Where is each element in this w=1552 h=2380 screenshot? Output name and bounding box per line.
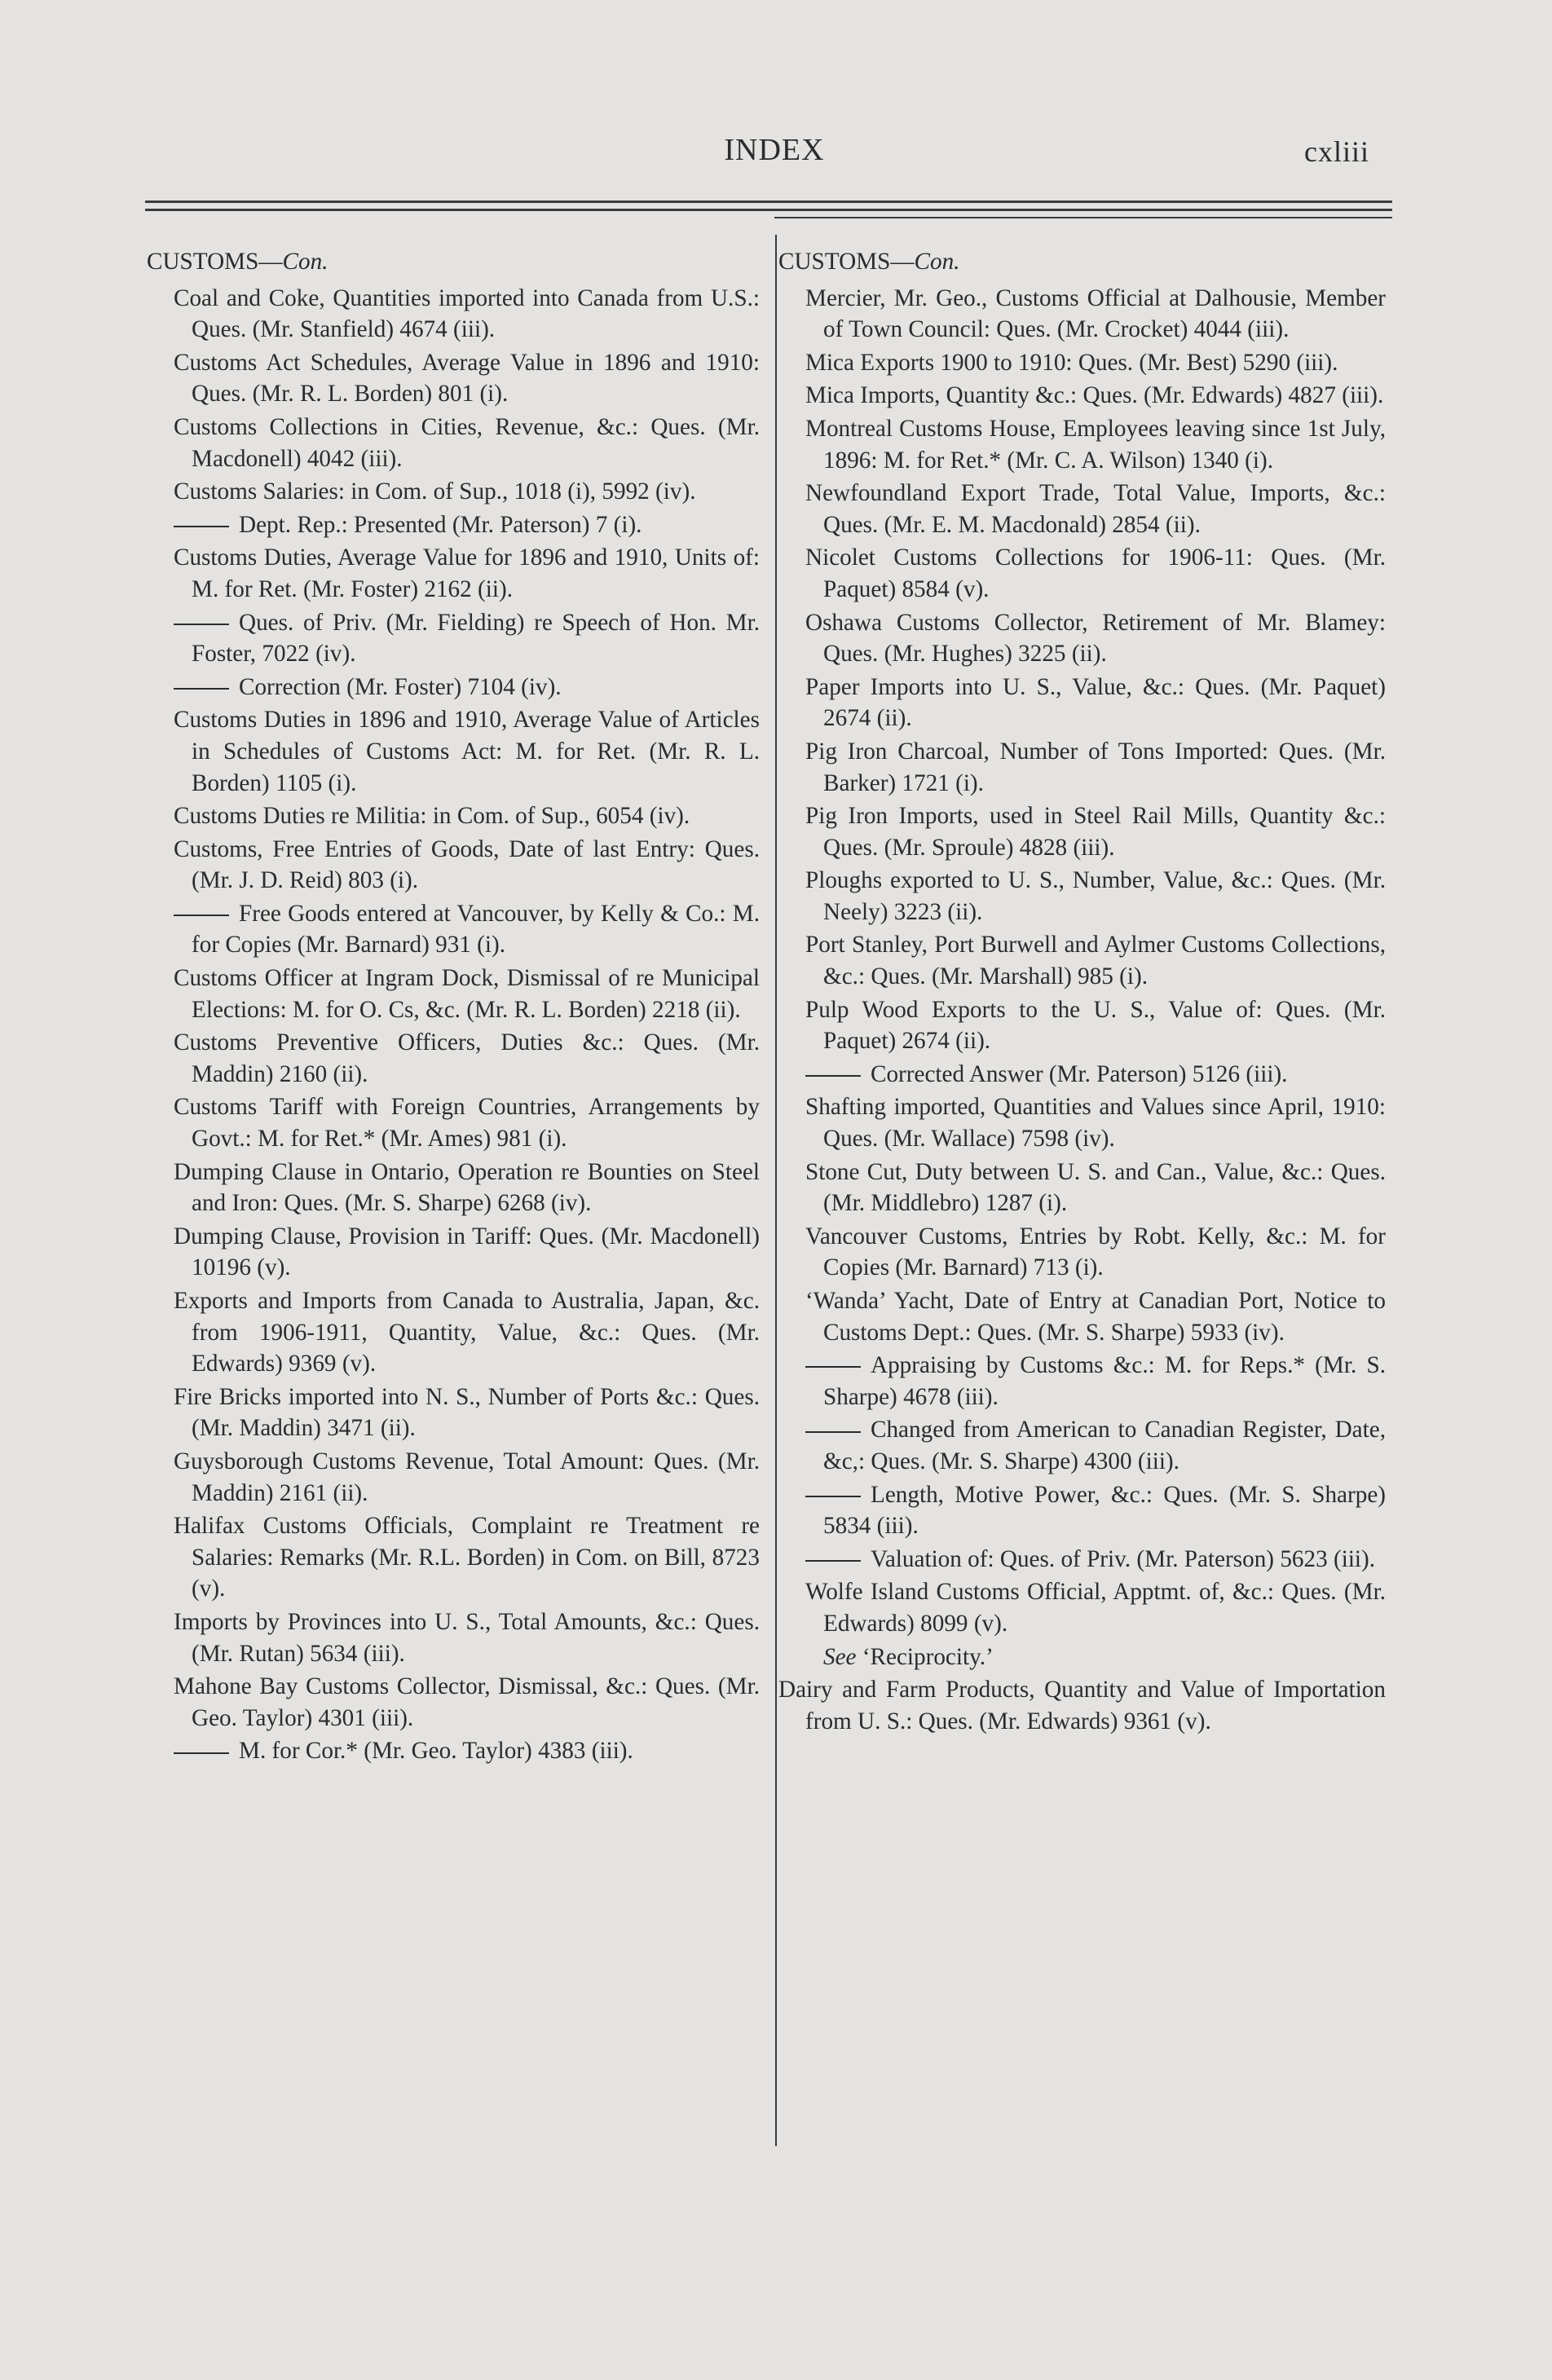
- index-entry: Customs Officer at Ingram Dock, Dismissal of re Municipal Elections: M. for O. Cs, &c. (Mr. R. L. Borden) 2218 (ii).: [174, 965, 760, 1023]
- index-entry: Customs Preventive Officers, Duties &c.: Ques. (Mr. Maddin) 2160 (ii).: [174, 1029, 760, 1087]
- index-subentry: [778, 1414, 1386, 1477]
- dash-rule: [174, 688, 229, 690]
- subentry-text: Appraising by Customs &c.: M. for Reps.* (Mr. S. Sharpe) 4678 (iii).: [823, 1352, 1386, 1410]
- index-entry-heading: Dairy and Farm Products, Quantity and Value of Importation from U. S.: Ques. (Mr. Edwards) 9361 (v).: [778, 1677, 1386, 1734]
- index-entry: Ploughs exported to U. S., Number, Value, &c.: Ques. (Mr. Neely) 3223 (ii).: [805, 867, 1386, 925]
- see-reference: [778, 1642, 1386, 1673]
- index-subentry: [778, 1544, 1386, 1576]
- index-entry: Mercier, Mr. Geo., Customs Official at Dalhousie, Member of Town Council: Ques. (Mr. Crocket) 4044 (iii).: [805, 284, 1386, 343]
- section-heading: [147, 246, 760, 278]
- page-number: cxliii: [1304, 135, 1369, 168]
- subentry-text: Ques. of Priv. (Mr. Fielding) re Speech of Hon. Mr. Foster, 7022 (iv).: [192, 609, 760, 668]
- index-subentry: [778, 1059, 1386, 1091]
- index-subentry: [147, 898, 760, 961]
- section-heading-suffix: Con.: [282, 249, 328, 275]
- index-entry: Customs Duties re Militia: in Com. of Sup., 6054 (iv).: [174, 803, 690, 830]
- header-rule-bottom: [774, 217, 1392, 218]
- index-subentry: [147, 607, 760, 670]
- dash-rule: [805, 1560, 861, 1562]
- index-entry: Customs, Free Entries of Goods, Date of last Entry: Ques. (Mr. J. D. Reid) 803 (i).: [174, 835, 760, 894]
- subentry-text: Changed from American to Canadian Register, Date, &c,: Ques. (Mr. S. Sharpe) 4300 (iii).: [823, 1417, 1386, 1474]
- index-entry: Oshawa Customs Collector, Retirement of Mr. Blamey: Ques. (Mr. Hughes) 3225 (ii).: [805, 609, 1386, 668]
- index-subentry: [778, 1479, 1386, 1542]
- dash-rule: [805, 1431, 861, 1433]
- index-entry: Fire Bricks imported into N. S., Number of Ports &c.: Ques. (Mr. Maddin) 3471 (ii).: [174, 1383, 760, 1442]
- index-entry: Montreal Customs House, Employees leaving since 1st July, 1896: M. for Ret.* (Mr. C. A. Wilson) 1340 (i).: [805, 415, 1386, 474]
- index-entry: Guysborough Customs Revenue, Total Amount: Ques. (Mr. Maddin) 2161 (ii).: [174, 1448, 760, 1506]
- dash-rule: [174, 915, 229, 916]
- page-title: INDEX: [724, 133, 825, 167]
- index-subentry: [147, 509, 760, 541]
- subentry-text: Free Goods entered at Vancouver, by Kelly & Co.: M. for Copies (Mr. Barnard) 931 (i).: [192, 900, 760, 959]
- index-entry: ‘Wanda’ Yacht, Date of Entry at Canadian Port, Notice to Customs Dept.: Ques. (Mr. S. Sharpe) 5933 (iv).: [805, 1288, 1386, 1346]
- index-entry: Shafting imported, Quantities and Values since April, 1910: Ques. (Mr. Wallace) 7598 (iv).: [805, 1094, 1386, 1153]
- subentry-text: Dept. Rep.: Presented (Mr. Paterson) 7 (i).: [239, 511, 642, 538]
- index-entry: Dumping Clause in Ontario, Operation re Bounties on Steel and Iron: Ques. (Mr. S. Sharpe) 6268 (iv).: [174, 1158, 760, 1217]
- section-heading-text: CUSTOMS—: [147, 249, 283, 275]
- index-entry: Port Stanley, Port Burwell and Aylmer Customs Collections, &c.: Ques. (Mr. Marshall) 985 (i).: [805, 932, 1386, 990]
- section-heading-text: CUSTOMS—: [778, 249, 915, 275]
- index-entry: Customs Duties in 1896 and 1910, Average Value of Articles in Schedules of Customs Act: M. for Ret. (Mr. R. L. Borden) 1105 (i).: [174, 707, 760, 796]
- index-entry: Vancouver Customs, Entries by Robt. Kelly, &c.: M. for Copies (Mr. Barnard) 713 (i).: [805, 1223, 1386, 1281]
- index-subentry: [147, 1735, 760, 1767]
- see-target: ‘Reciprocity.’: [862, 1643, 994, 1670]
- index-entry: Dumping Clause, Provision in Tariff: Ques. (Mr. Macdonell) 10196 (v).: [174, 1223, 760, 1281]
- dash-rule: [805, 1075, 861, 1077]
- header-rule-top: [145, 201, 1392, 203]
- index-entry: Mica Exports 1900 to 1910: Ques. (Mr. Best) 5290 (iii).: [805, 349, 1338, 376]
- index-entry: Customs Collections in Cities, Revenue, &c.: Ques. (Mr. Macdonell) 4042 (iii).: [174, 413, 760, 472]
- section-heading: [778, 246, 1386, 278]
- index-entry: Wolfe Island Customs Official, Apptmt. of, &c.: Ques. (Mr. Edwards) 8099 (v).: [805, 1579, 1386, 1637]
- right-column: [778, 246, 1386, 1739]
- dash-rule: [174, 526, 229, 527]
- index-entry: Exports and Imports from Canada to Australia, Japan, &c. from 1906-1911, Quantity, Value, &c.: Ques. (Mr. Edwards) 9369 (v).: [174, 1288, 760, 1377]
- subentry-text: M. for Cor.* (Mr. Geo. Taylor) 4383 (iii).: [239, 1738, 633, 1765]
- subentry-text: Correction (Mr. Foster) 7104 (iv).: [239, 673, 562, 700]
- index-entry: Imports by Provinces into U. S., Total Amounts, &c.: Ques. (Mr. Rutan) 5634 (iii).: [174, 1608, 760, 1667]
- index-subentry: [778, 1350, 1386, 1413]
- left-column: [147, 246, 760, 1769]
- index-entry: Paper Imports into U. S., Value, &c.: Ques. (Mr. Paquet) 2674 (ii).: [805, 673, 1386, 732]
- index-entry: Customs Salaries: in Com. of Sup., 1018 (i), 5992 (iv).: [174, 478, 696, 505]
- subentry-text: Corrected Answer (Mr. Paterson) 5126 (iii).: [871, 1060, 1288, 1087]
- column-divider: [775, 235, 777, 2146]
- dash-rule: [805, 1496, 861, 1497]
- index-entry: Halifax Customs Officials, Complaint re Treatment re Salaries: Remarks (Mr. R.L. Borden) in Com. on Bill, 8723 (v).: [174, 1513, 760, 1602]
- index-subentry: [147, 672, 760, 703]
- index-entry: Nicolet Customs Collections for 1906-11: Ques. (Mr. Paquet) 8584 (v).: [805, 544, 1386, 602]
- dash-rule: [805, 1366, 861, 1368]
- index-entry: Coal and Coke, Quantities imported into Canada from U.S.: Ques. (Mr. Stanfield) 4674 (iii).: [174, 284, 760, 343]
- index-entry: Customs Tariff with Foreign Countries, Arrangements by Govt.: M. for Ret.* (Mr. Ames) 981 (i).: [174, 1094, 760, 1153]
- dash-rule: [174, 624, 229, 625]
- index-entry: Pulp Wood Exports to the U. S., Value of: Ques. (Mr. Paquet) 2674 (ii).: [805, 996, 1386, 1055]
- dash-rule: [174, 1752, 229, 1754]
- see-label: See: [823, 1643, 857, 1670]
- header-rule-middle: [145, 209, 1392, 211]
- index-entry: Mahone Bay Customs Collector, Dismissal, &c.: Ques. (Mr. Geo. Taylor) 4301 (iii).: [174, 1673, 760, 1731]
- section-heading-suffix: Con.: [914, 249, 960, 275]
- index-entry: Customs Act Schedules, Average Value in 1896 and 1910: Ques. (Mr. R. L. Borden) 801 (i).: [174, 349, 760, 408]
- subentry-text: Length, Motive Power, &c.: Ques. (Mr. S. Sharpe) 5834 (iii).: [823, 1481, 1386, 1540]
- index-entry: Pig Iron Charcoal, Number of Tons Imported: Ques. (Mr. Barker) 1721 (i).: [805, 738, 1386, 796]
- index-entry: Mica Imports, Quantity &c.: Ques. (Mr. Edwards) 4827 (iii).: [805, 382, 1384, 409]
- index-entry: Customs Duties, Average Value for 1896 and 1910, Units of: M. for Ret. (Mr. Foster) 2162 (ii).: [174, 544, 760, 602]
- index-entry: Newfoundland Export Trade, Total Value, Imports, &c.: Ques. (Mr. E. M. Macdonald) 2854 (ii).: [805, 480, 1386, 538]
- subentry-text: Valuation of: Ques. of Priv. (Mr. Paterson) 5623 (iii).: [871, 1545, 1376, 1572]
- index-entry: Pig Iron Imports, used in Steel Rail Mills, Quantity &c.: Ques. (Mr. Sproule) 4828 (iii).: [805, 803, 1386, 861]
- index-entry: Stone Cut, Duty between U. S. and Can., Value, &c.: Ques. (Mr. Middlebro) 1287 (i).: [805, 1158, 1386, 1217]
